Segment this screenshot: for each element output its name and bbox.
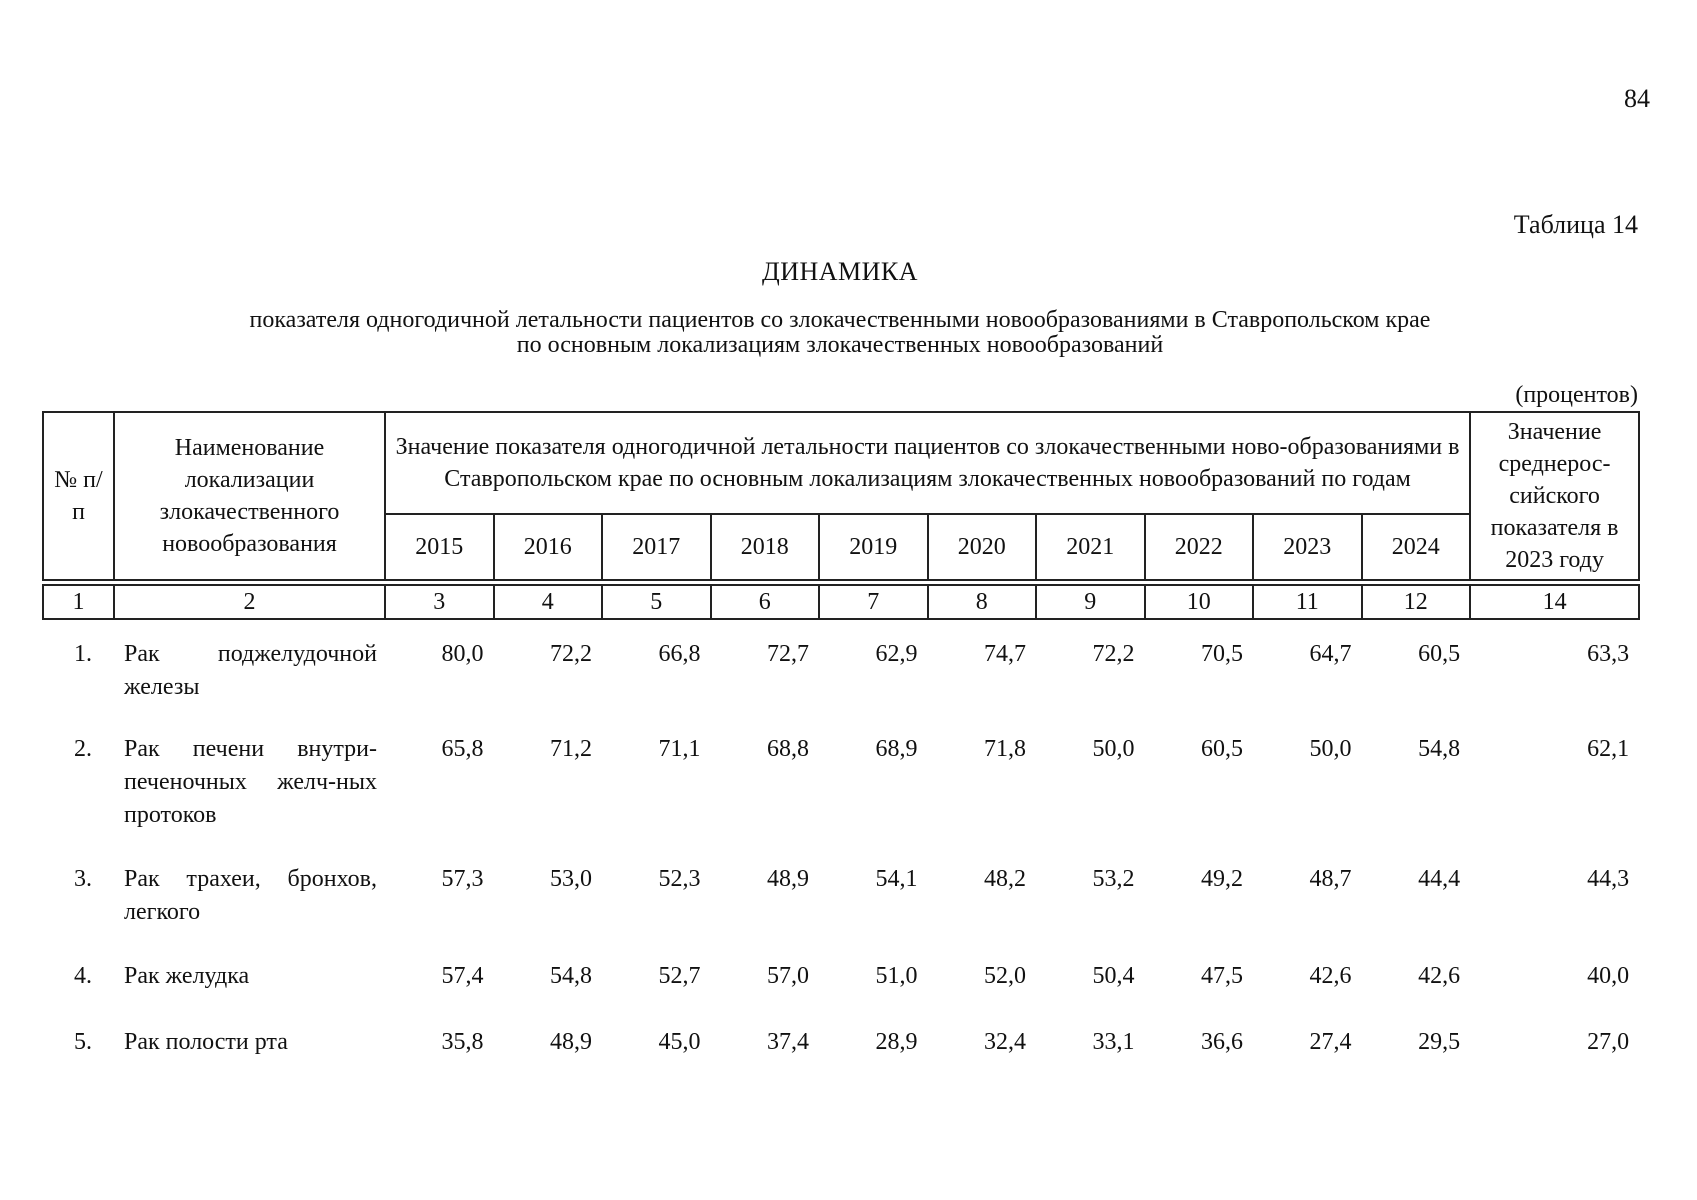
row-value: 42,6: [1309, 963, 1352, 989]
row-value: 70,5: [1201, 641, 1243, 667]
row-value: 44,4: [1418, 866, 1461, 892]
row-value: 57,0: [767, 963, 809, 989]
header-year: 2015: [385, 514, 494, 580]
row-value: 52,3: [658, 866, 701, 892]
header-name: Наименование локализации злокачественного новообразования: [114, 412, 385, 580]
column-number: 8: [928, 585, 1037, 619]
column-number: 2: [114, 585, 385, 619]
row-value: 64,7: [1309, 641, 1352, 667]
mortality-table: [42, 411, 1640, 1066]
subtitle-line-1: показателя одногодичной летальности пациентов со злокачественными новообразованиями в Ставропольском крае: [249, 307, 1431, 333]
column-number: 10: [1145, 585, 1254, 619]
row-name: Рак трахеи, бронхов, легкого: [124, 866, 377, 925]
header-year: 2022: [1145, 514, 1254, 580]
column-number: 7: [819, 585, 928, 619]
row-value: 42,6: [1418, 963, 1461, 989]
table-row: [43, 960, 1639, 1026]
column-number: 9: [1036, 585, 1145, 619]
row-value: 28,9: [875, 1029, 918, 1055]
row-number: 2.: [74, 736, 92, 762]
row-number: 3.: [74, 866, 92, 892]
row-value: 29,5: [1418, 1029, 1461, 1055]
row-value: 50,0: [1309, 736, 1352, 762]
column-number: 14: [1470, 585, 1639, 619]
row-value: 48,9: [550, 1029, 592, 1055]
row-value: 54,8: [550, 963, 592, 989]
row-russia-average: 40,0: [1587, 963, 1630, 989]
row-russia-average: 63,3: [1587, 641, 1630, 667]
row-russia-average: 62,1: [1587, 736, 1630, 762]
row-value: 72,2: [1092, 641, 1135, 667]
header-year: 2019: [819, 514, 928, 580]
row-value: 48,2: [984, 866, 1026, 892]
column-numbers-row: [43, 585, 1639, 619]
page-number: 84: [1624, 84, 1650, 113]
row-value: 37,4: [767, 1029, 809, 1055]
row-value: 57,3: [441, 866, 484, 892]
row-value: 32,4: [984, 1029, 1026, 1055]
row-value: 66,8: [658, 641, 701, 667]
header-year: 2024: [1362, 514, 1471, 580]
row-value: 54,1: [875, 866, 918, 892]
column-number: 11: [1253, 585, 1362, 619]
header-num: № п/п: [43, 412, 114, 580]
column-number: 5: [602, 585, 711, 619]
header-years-group: Значение показателя одногодичной летальности пациентов со злокачественными ново-образованиями в Ставропольском крае по основным локализациям злокачественных новообразований по годам: [385, 412, 1470, 514]
header-year: 2020: [928, 514, 1037, 580]
row-number: 5.: [74, 1029, 92, 1055]
row-value: 60,5: [1418, 641, 1461, 667]
row-value: 80,0: [441, 641, 484, 667]
table-row: [43, 733, 1639, 863]
row-value: 72,2: [550, 641, 592, 667]
row-value: 48,9: [767, 866, 809, 892]
row-russia-average: 44,3: [1587, 866, 1630, 892]
document-subtitle: [120, 308, 1560, 358]
header-year: 2016: [494, 514, 603, 580]
subtitle-line-2: по основным локализациям злокачественных новообразований: [516, 332, 1164, 358]
header-year: 2021: [1036, 514, 1145, 580]
row-value: 71,2: [550, 736, 592, 762]
document-title: ДИНАМИКА: [761, 257, 919, 286]
row-value: 33,1: [1092, 1029, 1135, 1055]
row-value: 52,0: [984, 963, 1026, 989]
row-value: 71,1: [658, 736, 701, 762]
column-number: 3: [385, 585, 494, 619]
row-value: 57,4: [441, 963, 484, 989]
column-number: 1: [43, 585, 114, 619]
row-value: 68,8: [767, 736, 809, 762]
row-russia-average: 27,0: [1587, 1029, 1630, 1055]
row-name: Рак полости рта: [124, 1029, 288, 1055]
header-year: 2023: [1253, 514, 1362, 580]
row-number: 4.: [74, 963, 92, 989]
row-value: 54,8: [1418, 736, 1461, 762]
units-note: (процентов): [1515, 382, 1638, 408]
table-body: [43, 619, 1639, 1066]
table-row: [43, 1026, 1639, 1066]
row-value: 49,2: [1201, 866, 1243, 892]
table-header: [43, 412, 1639, 619]
row-number: 1.: [74, 641, 92, 667]
header-year: 2017: [602, 514, 711, 580]
row-value: 50,4: [1092, 963, 1135, 989]
row-value: 45,0: [658, 1029, 701, 1055]
row-name: Рак печени внутри-печеночных желч-ных протоков: [124, 736, 377, 828]
column-number: 4: [494, 585, 603, 619]
row-name: Рак поджелудочной железы: [124, 641, 377, 700]
row-name: Рак желудка: [124, 963, 250, 989]
row-value: 50,0: [1092, 736, 1135, 762]
row-value: 68,9: [875, 736, 918, 762]
header-year: 2018: [711, 514, 820, 580]
row-value: 47,5: [1201, 963, 1243, 989]
row-value: 74,7: [984, 641, 1026, 667]
row-value: 65,8: [441, 736, 484, 762]
row-value: 48,7: [1309, 866, 1352, 892]
row-value: 51,0: [875, 963, 918, 989]
row-value: 71,8: [984, 736, 1026, 762]
row-value: 60,5: [1201, 736, 1243, 762]
table-label: Таблица 14: [1513, 210, 1638, 239]
column-number: 6: [711, 585, 820, 619]
row-value: 53,0: [550, 866, 592, 892]
table-row: [43, 619, 1639, 733]
header-russia-average: Значение среднерос-сийского показателя в 2023 году: [1470, 412, 1639, 580]
table-row: [43, 863, 1639, 960]
row-value: 35,8: [441, 1029, 484, 1055]
row-value: 62,9: [875, 641, 918, 667]
row-value: 52,7: [658, 963, 701, 989]
row-value: 72,7: [767, 641, 809, 667]
column-number: 12: [1362, 585, 1471, 619]
row-value: 27,4: [1309, 1029, 1352, 1055]
row-value: 36,6: [1201, 1029, 1243, 1055]
row-value: 53,2: [1092, 866, 1135, 892]
